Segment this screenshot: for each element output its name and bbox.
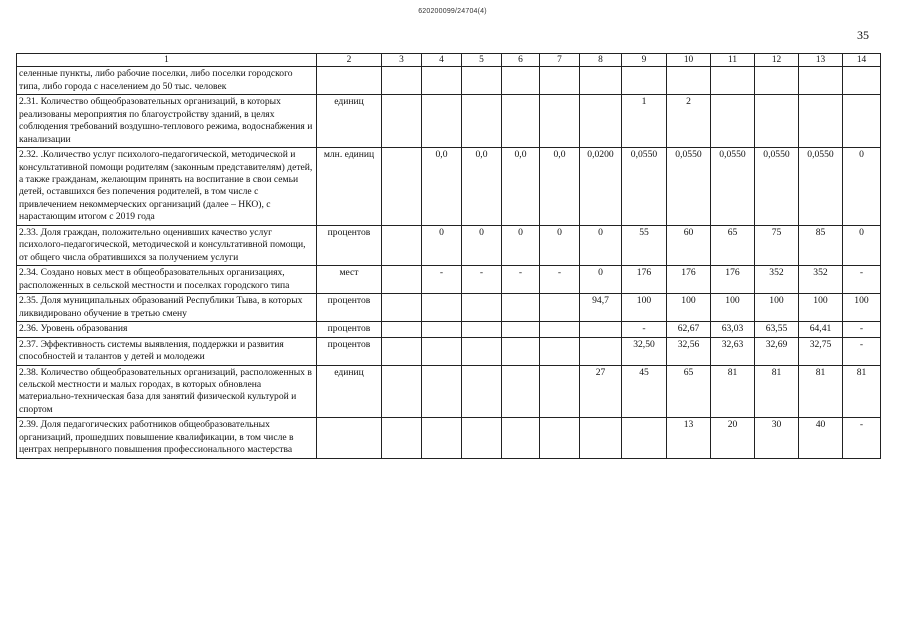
value-cell: 75 <box>755 225 799 265</box>
value-cell: 81 <box>711 365 755 418</box>
value-cell <box>580 322 622 337</box>
value-cell: 81 <box>799 365 843 418</box>
table-row <box>17 225 881 265</box>
value-cell: 64,41 <box>799 322 843 337</box>
page-number: 35 <box>857 28 869 42</box>
value-cell: 100 <box>843 294 881 322</box>
table-row <box>17 148 881 226</box>
value-cell <box>382 266 422 294</box>
value-cell <box>502 418 540 458</box>
value-cell: 0,0 <box>502 148 540 226</box>
value-cell: 0,0 <box>540 148 580 226</box>
value-cell <box>502 294 540 322</box>
value-cell: 0 <box>843 148 881 226</box>
value-cell: 65 <box>667 365 711 418</box>
value-cell: - <box>502 266 540 294</box>
value-cell: 0 <box>422 225 462 265</box>
value-cell: 0,0550 <box>755 148 799 226</box>
value-cell: - <box>462 266 502 294</box>
value-cell <box>382 337 422 365</box>
indicator-description: 2.31. Количество общеобразовательных организаций, в которых реализованы мероприятия по благоустройству зданий, в целях соблюдения требований воздушно-теплового режима, водоснабжения и канализации <box>17 95 317 148</box>
column-number: 12 <box>755 54 799 67</box>
value-cell: 0,0 <box>422 148 462 226</box>
value-cell <box>580 67 622 95</box>
value-cell: 94,7 <box>580 294 622 322</box>
indicators-table <box>16 53 881 459</box>
value-cell: 40 <box>799 418 843 458</box>
value-cell <box>462 67 502 95</box>
value-cell: 45 <box>622 365 667 418</box>
value-cell <box>755 95 799 148</box>
column-number: 7 <box>540 54 580 67</box>
value-cell: 60 <box>667 225 711 265</box>
value-cell: 81 <box>755 365 799 418</box>
value-cell <box>422 322 462 337</box>
value-cell: 176 <box>622 266 667 294</box>
table-row <box>17 266 881 294</box>
column-number: 11 <box>711 54 755 67</box>
indicator-description: 2.36. Уровень образования <box>17 322 317 337</box>
value-cell <box>422 67 462 95</box>
unit-cell: процентов <box>317 322 382 337</box>
table-row <box>17 95 881 148</box>
value-cell: 0,0550 <box>711 148 755 226</box>
value-cell: 0 <box>580 225 622 265</box>
value-cell: 100 <box>755 294 799 322</box>
column-number: 8 <box>580 54 622 67</box>
table-body <box>17 54 881 459</box>
value-cell <box>622 418 667 458</box>
value-cell <box>755 67 799 95</box>
value-cell: 32,75 <box>799 337 843 365</box>
value-cell <box>667 67 711 95</box>
value-cell: 100 <box>667 294 711 322</box>
value-cell <box>462 418 502 458</box>
value-cell <box>580 418 622 458</box>
indicator-description: 2.34. Создано новых мест в общеобразовательных организациях, расположенных в сельской местности и поселках городского типа <box>17 266 317 294</box>
document-id: 620200099/24704(4) <box>418 8 487 15</box>
table-row <box>17 365 881 418</box>
indicator-description: 2.33. Доля граждан, положительно оценивших качество услуг психолого-педагогической, методической и консультативной помощи, от общего числа обратившихся за получением услуги <box>17 225 317 265</box>
value-cell: 63,03 <box>711 322 755 337</box>
value-cell: 32,56 <box>667 337 711 365</box>
indicator-description: 2.32. .Количество услуг психолого-педагогической, методической и консультативной помощи родителям (законным представителям) детей, а также гражданам, желающим принять на воспитание в свои семьи детей, оставшихся без попечения родителей, в том числе с привлечением некоммерческих организаций (далее – НКО), с нарастающим итогом с 2019 года <box>17 148 317 226</box>
value-cell: 30 <box>755 418 799 458</box>
value-cell: 63,55 <box>755 322 799 337</box>
table-row <box>17 337 881 365</box>
value-cell: 85 <box>799 225 843 265</box>
value-cell <box>580 95 622 148</box>
value-cell <box>422 95 462 148</box>
value-cell: 0,0550 <box>622 148 667 226</box>
value-cell <box>843 95 881 148</box>
value-cell: - <box>843 322 881 337</box>
unit-cell: процентов <box>317 294 382 322</box>
column-number: 9 <box>622 54 667 67</box>
value-cell: 81 <box>843 365 881 418</box>
indicator-description: 2.38. Количество общеобразовательных организаций, расположенных в сельской местности и малых городах, в которых обновлена материально-техническая база для занятий физической культурой и спортом <box>17 365 317 418</box>
value-cell: - <box>540 266 580 294</box>
value-cell <box>462 95 502 148</box>
table-row <box>17 294 881 322</box>
table-row <box>17 418 881 458</box>
value-cell: 0 <box>843 225 881 265</box>
value-cell <box>382 67 422 95</box>
value-cell <box>502 337 540 365</box>
indicator-description: селенные пункты, либо рабочие поселки, либо поселки городского типа, либо города с населением до 50 тыс. человек <box>17 67 317 95</box>
unit-cell: мест <box>317 266 382 294</box>
value-cell: 0 <box>502 225 540 265</box>
unit-cell: процентов <box>317 225 382 265</box>
value-cell <box>422 418 462 458</box>
value-cell: 13 <box>667 418 711 458</box>
column-number: 1 <box>17 54 317 67</box>
value-cell: 0 <box>580 266 622 294</box>
column-number: 3 <box>382 54 422 67</box>
value-cell: 0,0 <box>462 148 502 226</box>
value-cell <box>462 294 502 322</box>
value-cell <box>462 337 502 365</box>
value-cell <box>799 95 843 148</box>
indicator-description: 2.39. Доля педагогических работников общеобразовательных организаций, прошедших повышение квалификации, в том числе в центрах непрерывного повышения профессионального мастерства <box>17 418 317 458</box>
unit-cell: процентов <box>317 337 382 365</box>
value-cell: - <box>843 418 881 458</box>
value-cell: 65 <box>711 225 755 265</box>
value-cell <box>711 67 755 95</box>
unit-cell <box>317 67 382 95</box>
value-cell <box>422 337 462 365</box>
value-cell <box>540 337 580 365</box>
value-cell <box>502 67 540 95</box>
value-cell <box>382 225 422 265</box>
value-cell: 100 <box>799 294 843 322</box>
value-cell <box>540 365 580 418</box>
value-cell: 100 <box>622 294 667 322</box>
column-number: 13 <box>799 54 843 67</box>
column-number: 6 <box>502 54 540 67</box>
value-cell: 1 <box>622 95 667 148</box>
value-cell <box>622 67 667 95</box>
value-cell <box>422 365 462 418</box>
column-number: 10 <box>667 54 711 67</box>
value-cell <box>382 148 422 226</box>
value-cell <box>382 322 422 337</box>
value-cell <box>502 95 540 148</box>
table-row <box>17 322 881 337</box>
value-cell: 27 <box>580 365 622 418</box>
value-cell: 0,0200 <box>580 148 622 226</box>
value-cell: 55 <box>622 225 667 265</box>
value-cell <box>462 365 502 418</box>
indicator-description: 2.37. Эффективность системы выявления, поддержки и развития способностей и талантов у детей и молодежи <box>17 337 317 365</box>
value-cell <box>382 365 422 418</box>
value-cell <box>540 95 580 148</box>
unit-cell: млн. единиц <box>317 148 382 226</box>
value-cell: 2 <box>667 95 711 148</box>
value-cell <box>843 67 881 95</box>
indicator-description: 2.35. Доля муниципальных образований Республики Тыва, в которых ликвидировано обучение в третью смену <box>17 294 317 322</box>
value-cell: 32,69 <box>755 337 799 365</box>
value-cell: 176 <box>711 266 755 294</box>
value-cell <box>502 322 540 337</box>
value-cell <box>502 365 540 418</box>
value-cell: 100 <box>711 294 755 322</box>
value-cell <box>382 95 422 148</box>
value-cell: - <box>422 266 462 294</box>
value-cell: - <box>843 266 881 294</box>
value-cell: 0 <box>462 225 502 265</box>
value-cell <box>711 95 755 148</box>
value-cell <box>382 294 422 322</box>
value-cell: 32,50 <box>622 337 667 365</box>
table-row <box>17 67 881 95</box>
value-cell: 0,0550 <box>799 148 843 226</box>
value-cell: 20 <box>711 418 755 458</box>
value-cell <box>540 294 580 322</box>
value-cell <box>540 67 580 95</box>
value-cell: 352 <box>799 266 843 294</box>
unit-cell: единиц <box>317 365 382 418</box>
column-number-row <box>17 54 881 67</box>
value-cell: 176 <box>667 266 711 294</box>
value-cell <box>382 418 422 458</box>
value-cell: - <box>622 322 667 337</box>
column-number: 5 <box>462 54 502 67</box>
value-cell: 62,67 <box>667 322 711 337</box>
value-cell <box>580 337 622 365</box>
value-cell <box>799 67 843 95</box>
value-cell <box>462 322 502 337</box>
column-number: 2 <box>317 54 382 67</box>
value-cell <box>540 418 580 458</box>
value-cell: 0,0550 <box>667 148 711 226</box>
unit-cell <box>317 418 382 458</box>
unit-cell: единиц <box>317 95 382 148</box>
value-cell: 32,63 <box>711 337 755 365</box>
value-cell <box>540 322 580 337</box>
value-cell: 352 <box>755 266 799 294</box>
column-number: 4 <box>422 54 462 67</box>
value-cell: 0 <box>540 225 580 265</box>
column-number: 14 <box>843 54 881 67</box>
value-cell <box>422 294 462 322</box>
value-cell: - <box>843 337 881 365</box>
